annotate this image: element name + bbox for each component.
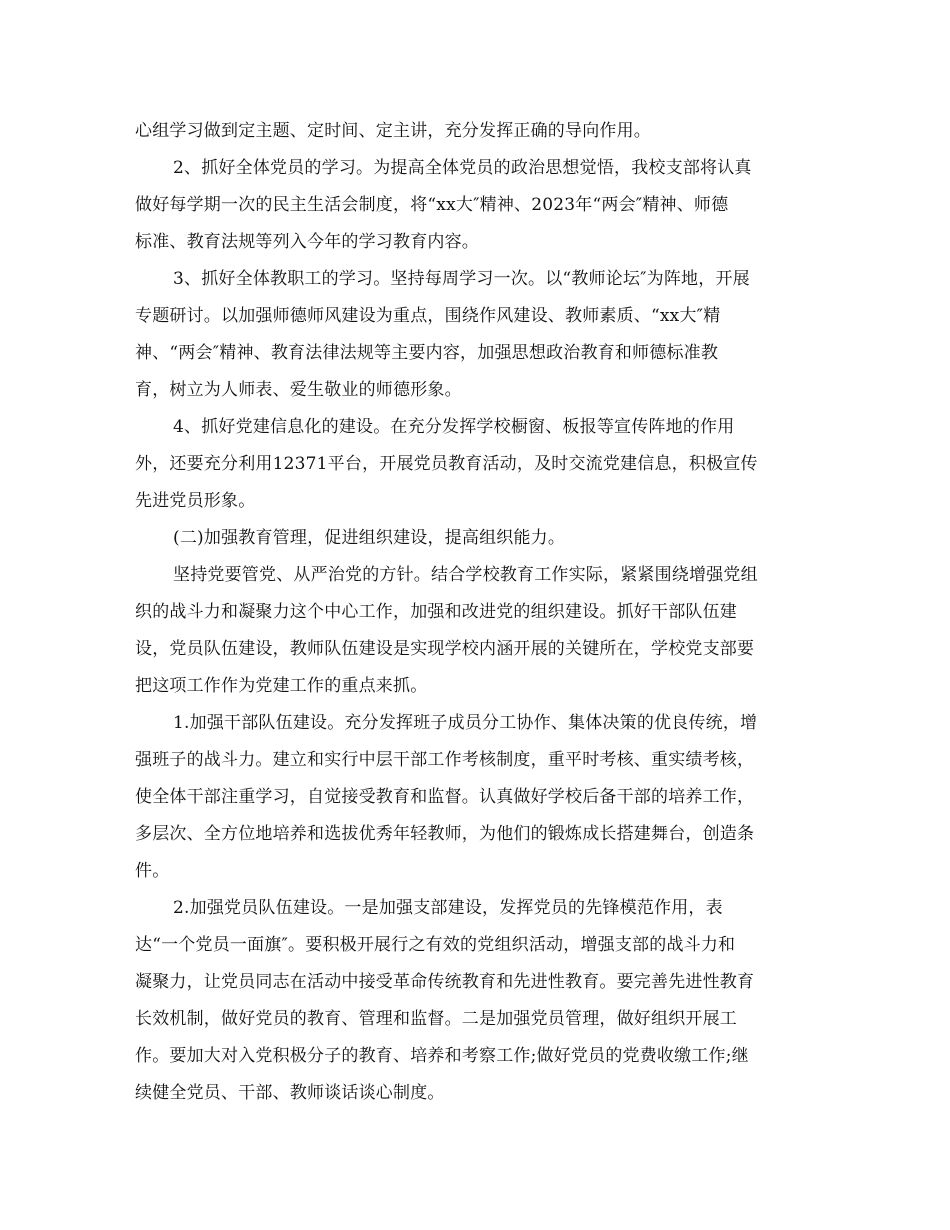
- text-line-26: 作。要加大对入党积极分子的教育、培养和考察工作;做好党员的党费收缴工作;继: [135, 1046, 749, 1066]
- text-line-21: 件。: [135, 861, 170, 881]
- text-line-17: 1.加强干部队伍建设。充分发挥班子成员分工协作、集体决策的优良传统，增: [173, 713, 758, 733]
- text-line-7: 神、“两会″精神、教育法律法规等主要内容，加强思想政治教育和师德标准教: [135, 343, 719, 363]
- text-line-4: 标准、教育法规等列入今年的学习教育内容。: [135, 232, 479, 252]
- text-line-13: 坚持党要管党、从严治党的方针。结合学校教育工作实际，紧紧围绕增强党组: [173, 565, 758, 585]
- text-line-9: 4、抓好党建信息化的建设。在充分发挥学校橱窗、板报等宣传阵地的作用: [173, 417, 735, 437]
- text-line-23: 达“一个党员一面旗″。要积极开展行之有效的党组织活动，增强支部的战斗力和: [135, 935, 736, 955]
- text-line-2: 2、抓好全体党员的学习。为提高全体党员的政治思想觉悟，我校支部将认真: [173, 158, 752, 178]
- text-line-25: 长效机制，做好党员的教育、管理和监督。二是加强党员管理，做好组织开展工: [135, 1009, 737, 1029]
- text-line-24: 凝聚力，让党员同志在活动中接受革命传统教育和先进性教育。要完善先进性教育: [135, 972, 755, 992]
- text-line-22: 2.加强党员队伍建设。一是加强支部建设，发挥党员的先锋模范作用，表: [173, 898, 723, 918]
- text-line-5: 3、抓好全体教职工的学习。坚持每周学习一次。以“教师论坛″为阵地，开展: [173, 269, 750, 289]
- text-line-1: 心组学习做到定主题、定时间、定主讲，充分发挥正确的导向作用。: [135, 121, 651, 141]
- text-line-20: 多层次、全方位地培养和选拔优秀年轻教师，为他们的锻炼成长搭建舞台，创造条: [135, 824, 755, 844]
- text-line-6: 专题研讨。以加强师德师风建设为重点，围绕作风建设、教师素质、“xx大″精: [135, 306, 721, 326]
- text-line-16: 把这项工作作为党建工作的重点来抓。: [135, 676, 428, 696]
- text-line-11: 先进党员形象。: [135, 491, 256, 511]
- text-line-27: 续健全党员、干部、教师谈话谈心制度。: [135, 1083, 445, 1103]
- text-line-14: 织的战斗力和凝聚力这个中心工作，加强和改进党的组织建设。抓好干部队伍建: [135, 602, 737, 622]
- text-line-19: 使全体干部注重学习，自觉接受教育和监督。认真做好学校后备干部的培养工作，: [135, 787, 755, 807]
- text-line-15: 设，党员队伍建设，教师队伍建设是实现学校内涵开展的关键所在，学校党支部要: [135, 639, 755, 659]
- text-line-8: 育，树立为人师表、爱生敬业的师德形象。: [135, 380, 462, 400]
- section-heading: (二)加强教育管理，促进组织建设，提高组织能力。: [173, 528, 566, 548]
- text-line-18: 强班子的战斗力。建立和实行中层干部工作考核制度，重平时考核、重实绩考核，: [135, 750, 755, 770]
- text-line-10: 外，还要充分利用12371平台，开展党员教育活动，及时交流党建信息，积极宣传: [135, 454, 758, 474]
- text-line-3: 做好每学期一次的民主生活会制度，将“xx大″精神、2023年“两会″精神、师德: [135, 195, 729, 215]
